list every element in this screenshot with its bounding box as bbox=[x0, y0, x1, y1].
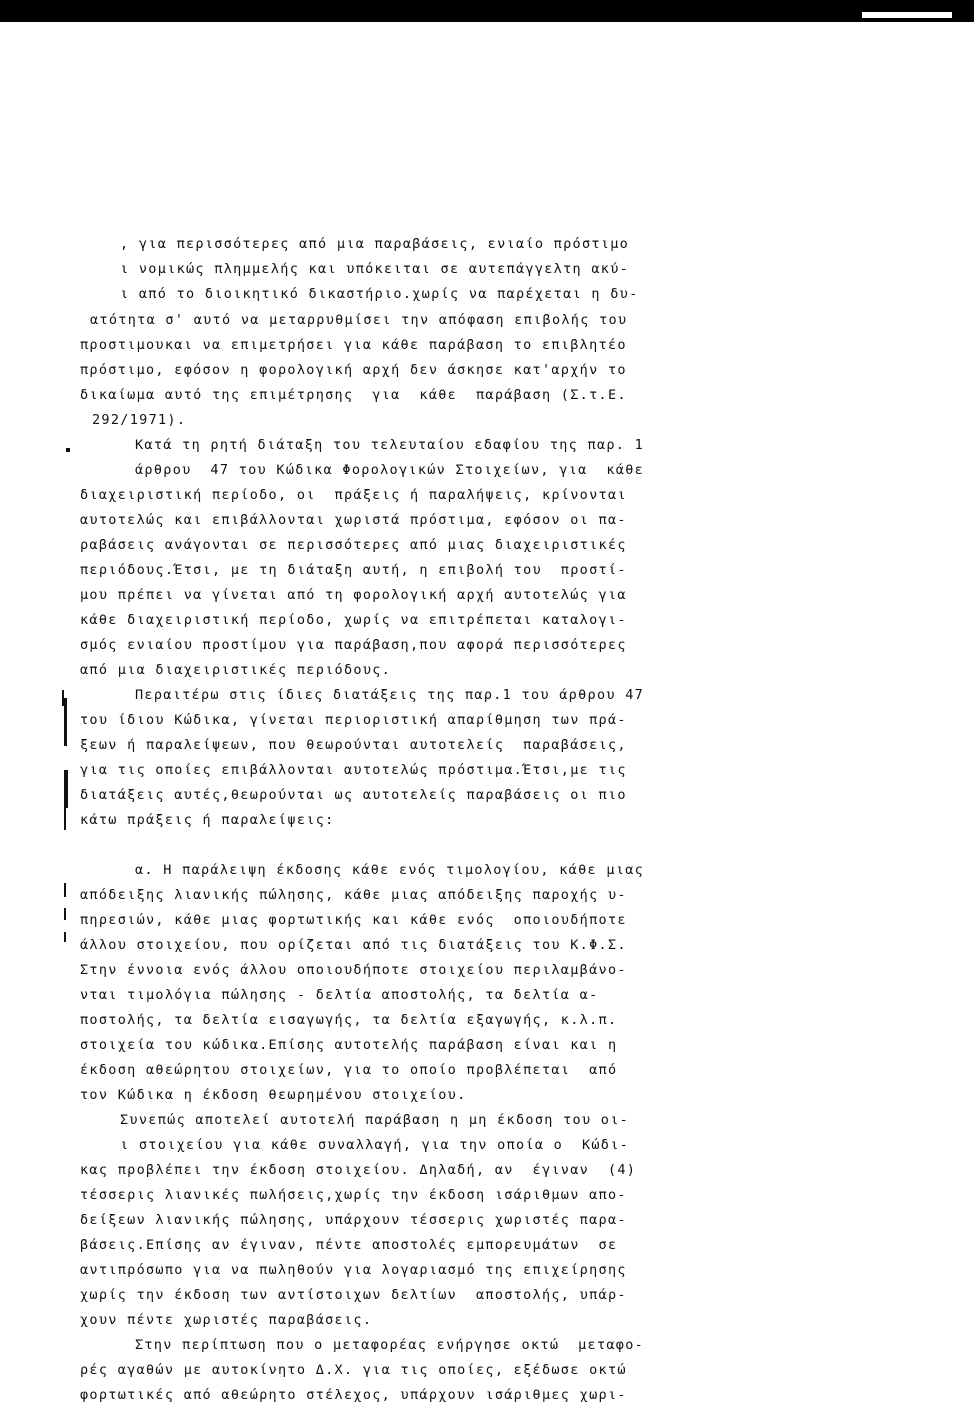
text-line: μου πρέπει να γίνεται από τη φορολογική αρχή αυτοτελώς για bbox=[80, 587, 627, 603]
text-line: ρές αγαθών με αυτοκίνητο Δ.Χ. για τις οποίες, εξέδωσε οκτώ bbox=[80, 1362, 627, 1378]
text-line: δικαίωμα αυτό της επιμέτρησης για κάθε παράβαση (Σ.τ.Ε. bbox=[80, 387, 627, 403]
text-line: βάσεις.Επίσης αν έγιναν, πέντε αποστολές εμπορευμάτων σε bbox=[80, 1237, 618, 1253]
text-line: περιόδους.Έτσι, με τη διάταξη αυτή, η επιβολή του προστί- bbox=[80, 562, 627, 578]
text-line: ι νομικώς πλημμελής και υπόκειται σε αυτεπάγγελτη ακύ- bbox=[120, 261, 630, 277]
text-line: δείξεων λιανικής πώλησης, υπάρχουν τέσσερις χωριστές παρα- bbox=[80, 1212, 627, 1228]
text-line: χουν πέντε χωριστές παραβάσεις. bbox=[80, 1312, 373, 1328]
text-line: του ίδιου Κώδικα, γίνεται περιοριστική απαρίθμηση των πρά- bbox=[80, 712, 627, 728]
text-line: έκδοση αθεώρητου στοιχείων, για το οποίο προβλέπεται από bbox=[80, 1062, 618, 1078]
text-line: κας προβλέπει την έκδοση στοιχείου. Δηλαδή, αν έγιναν (4) bbox=[80, 1162, 637, 1178]
text-line: πρόστιμο, εφόσον η φορολογική αρχή δεν άσκησε κατ'αρχήν το bbox=[80, 362, 627, 378]
text-line: ξεων ή παραλείψεων, που θεωρούνται αυτοτελείς παραβάσεις, bbox=[80, 737, 627, 753]
text-line: Περαιτέρω στις ίδιες διατάξεις της παρ.1 του άρθρου 47 bbox=[135, 687, 645, 703]
text-line: στοιχεία του κώδικα.Επίσης αυτοτελής παράβαση είναι και η bbox=[80, 1037, 618, 1053]
text-line: αντιπρόσωπο για να πωληθούν για λογαριασμό της επιχείρησης bbox=[80, 1262, 627, 1278]
text-line: τέσσερις λιανικές πωλήσεις,χωρίς την έκδοση ισάριθμων απο- bbox=[80, 1187, 627, 1203]
text-line: ι από το διοικητικό δικαστήριο.χωρίς να παρέχεται η δυ- bbox=[120, 286, 639, 302]
text-line: φορτωτικές από αθεώρητο στέλεχος, υπάρχουν ισάριθμες χωρι- bbox=[80, 1387, 627, 1403]
text-line: κάτω πράξεις ή παραλείψεις: bbox=[80, 812, 335, 828]
text-line: Στην περίπτωση που ο μεταφορέας ενήργησε οκτώ μεταφο- bbox=[135, 1337, 645, 1353]
text-line: Στην έννοια ενός άλλου οποιουδήποτε στοιχείου περιλαμβάνο- bbox=[80, 962, 627, 978]
text-line: πηρεσιών, κάθε μιας φορτωτικής και κάθε ενός οποιουδήποτε bbox=[80, 912, 627, 928]
scan-artifact-mark bbox=[64, 698, 67, 746]
text-line: από μια διαχειριστικές περιόδους. bbox=[80, 662, 392, 678]
scan-artifact-mark bbox=[64, 770, 66, 830]
text-line: χωρίς την έκδοση των αντίστοιχων δελτίων αποστολής, υπάρ- bbox=[80, 1287, 627, 1303]
text-line: τον Κώδικα η έκδοση θεωρημένου στοιχείου. bbox=[80, 1087, 467, 1103]
text-line: διαχειριστική περίοδο, οι πράξεις ή παραλήψεις, κρίνονται bbox=[80, 487, 627, 503]
text-line: απόδειξης λιανικής πώλησης, κάθε μιας απόδειξης παροχής υ- bbox=[80, 887, 627, 903]
scan-artifact-mark bbox=[64, 932, 66, 942]
text-line: , για περισσότερες από μια παραβάσεις, ενιαίο πρόστιμο bbox=[120, 236, 630, 252]
text-line: 292/1971). bbox=[92, 412, 187, 428]
text-line: ραβάσεις ανάγονται σε περισσότερες από μιας διαχειριστικές bbox=[80, 537, 627, 553]
text-line: αυτοτελώς και επιβάλλονται χωριστά πρόστιμα, εφόσον οι πα- bbox=[80, 512, 627, 528]
scan-artifact-mark bbox=[64, 908, 66, 920]
text-line: α. Η παράλειψη έκδοσης κάθε ενός τιμολογίου, κάθε μιας bbox=[135, 862, 645, 878]
scan-artifact-mark bbox=[66, 448, 70, 452]
text-line: ποστολής, τα δελτία εισαγωγής, τα δελτία εξαγωγής, κ.λ.π. bbox=[80, 1012, 618, 1028]
text-line: Κατά τη ρητή διάταξη του τελευταίου εδαφίου της παρ. 1 bbox=[135, 437, 645, 453]
text-line: άρθρου 47 του Κώδικα Φορολογικών Στοιχείων, για κάθε bbox=[135, 462, 645, 478]
text-line: προστιμουκαι να επιμετρήσει για κάθε παράβαση το επιβλητέο bbox=[80, 337, 627, 353]
text-line: ι στοιχείου για κάθε συναλλαγή, για την οποία ο Κώδι- bbox=[120, 1137, 630, 1153]
text-line: νται τιμολόγια πώλησης - δελτία αποστολής, τα δελτία α- bbox=[80, 987, 599, 1003]
text-line: Συνεπώς αποτελεί αυτοτελή παράβαση η μη έκδοση του οι- bbox=[120, 1112, 630, 1128]
scan-artifact-mark bbox=[64, 883, 66, 897]
text-line: κάθε διαχειριστική περίοδο, χωρίς να επιτρέπεται καταλογι- bbox=[80, 612, 627, 628]
text-line: για τις οποίες επιβάλλονται αυτοτελώς πρόστιμα.Έτσι,με τις bbox=[80, 762, 627, 778]
text-line: άλλου στοιχείου, που ορίζεται από τις διατάξεις του Κ.Φ.Σ. bbox=[80, 937, 627, 953]
text-line: διατάξεις αυτές,θεωρούνται ως αυτοτελείς παραβάσεις οι πιο bbox=[80, 787, 627, 803]
text-line: σμός ενιαίου προστίμου για παράβαση,που αφορά περισσότερες bbox=[80, 637, 627, 653]
text-line: ατότητα σ' αυτό να μεταρρυθμίσει την απόφαση επιβολής του bbox=[90, 312, 628, 328]
